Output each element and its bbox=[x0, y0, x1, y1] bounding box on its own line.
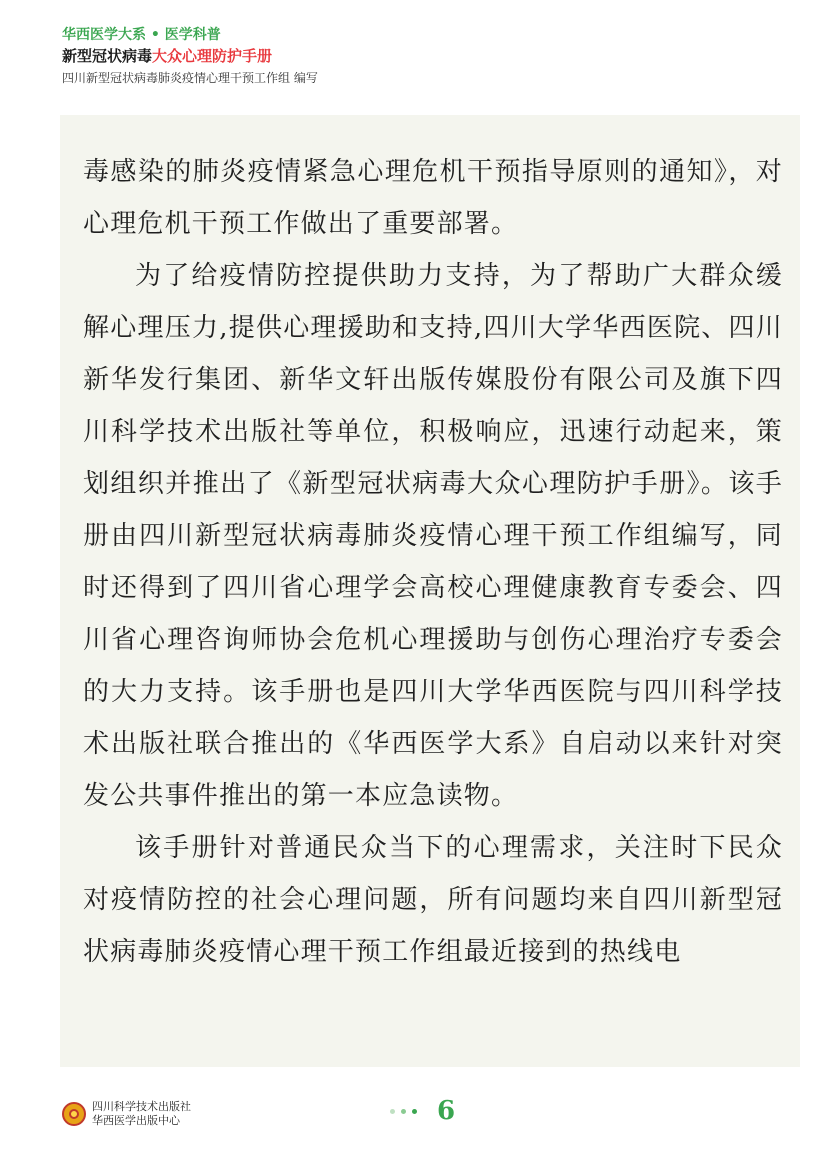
page-header bbox=[62, 26, 318, 86]
dot-icon bbox=[412, 1109, 417, 1114]
paragraph-2: 为了给疫情防控提供助力支持，为了帮助广大群众缓解心理压力,提供心理援助和支持,四川大学华西医院、四川新华发行集团、新华文轩出版传媒股份有限公司及旗下四川科学技术出版社等单位，积极响应，迅速行动起来，策划组织并推出了《新型冠状病毒大众心理防护手册》。该手册由四川新型冠状病毒肺炎疫情心理干预工作组编写，同时还得到了四川省心理学会高校心理健康教育专委会、四川省心理咨询师协会危机心理援助与创伤心理治疗专委会的大力支持。该手册也是四川大学华西医院与四川科学技术出版社联合推出的《华西医学大系》自启动以来针对突发公共事件推出的第一本应急读物。 bbox=[83, 261, 783, 811]
publisher-line-2: 华西医学出版中心 bbox=[92, 1114, 180, 1127]
page-dots-icon bbox=[390, 1109, 423, 1114]
publisher-line-1: 四川科学技术出版社 bbox=[92, 1100, 191, 1113]
series-title: 华西医学大系 • 医学科普 bbox=[62, 27, 221, 43]
body-text bbox=[83, 146, 783, 978]
paragraph-1: 毒感染的肺炎疫情紧急心理危机干预指导原则的通知》，对心理危机干预工作做出了重要部署。 bbox=[83, 157, 783, 239]
page-number: 6 bbox=[437, 1096, 456, 1126]
book-title bbox=[62, 46, 318, 66]
book-title-part1: 新型冠状病毒 bbox=[62, 47, 153, 65]
dot-icon bbox=[390, 1109, 395, 1114]
paragraph-3: 该手册针对普通民众当下的心理需求，关注时下民众对疫情防控的社会心理问题，所有问题均来自四川新型冠状病毒肺炎疫情心理干预工作组最近接到的热线电 bbox=[83, 833, 783, 967]
page-footer bbox=[390, 1096, 455, 1126]
publisher-logo-icon bbox=[62, 1102, 86, 1126]
dot-icon bbox=[401, 1109, 406, 1114]
author-line: 四川新型冠状病毒肺炎疫情心理干预工作组 编写 bbox=[62, 71, 318, 85]
publisher-text bbox=[92, 1100, 191, 1128]
publisher-block bbox=[62, 1100, 191, 1128]
book-title-part2: 大众心理防护手册 bbox=[152, 47, 273, 65]
